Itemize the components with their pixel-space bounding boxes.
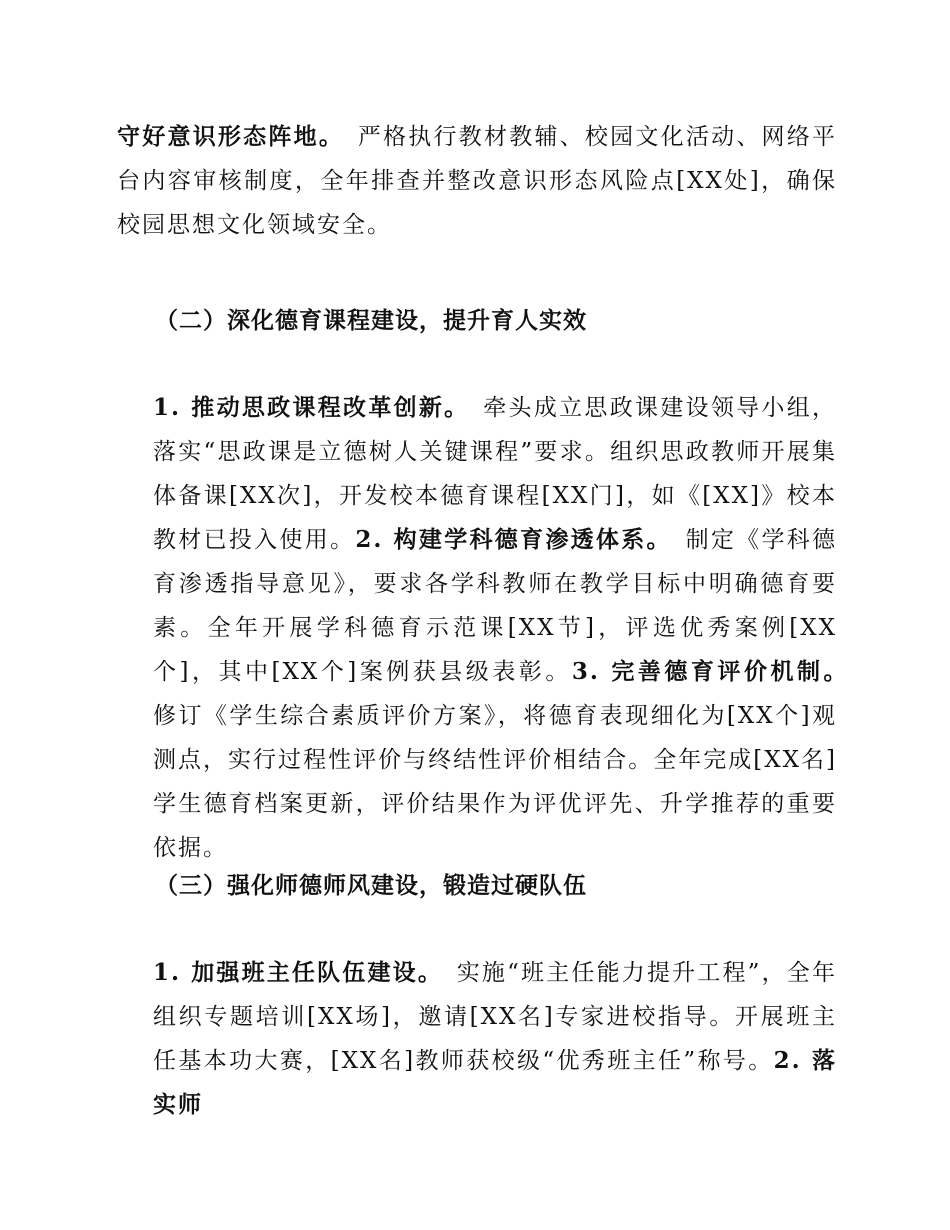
item-lead: 3. 完善德育评价机制。: [571, 658, 837, 685]
paragraph-moral-curriculum: [117, 386, 837, 870]
item-lead: 1. 推动思政课程改革创新。: [153, 394, 458, 421]
section-heading-moral-curriculum: （二）深化德育课程建设，提升育人实效: [155, 307, 587, 334]
item-body: 制定《学科德育渗透指导意见》，要求各学科教师在教学目标中明确德育要素。全年开展学科德育示范课[XX节]，评选优秀案例[XX个]，其中[XX个]案例获县级表彰。: [153, 527, 838, 685]
item-lead: 2. 落实师: [153, 1047, 837, 1118]
paragraph-teacher-ethics: [117, 951, 837, 1127]
item-body: 牵头成立思政课建设领导小组，落实“思政课是立德树人关键课程”要求。组织思政教师开展集体备课[XX次]，开发校本德育课程[XX门]，如《[XX]》校本教材已投入使用。: [153, 395, 838, 553]
paragraph-ideology: [117, 115, 837, 247]
paragraph-body: 严格执行教材教辅、校园文化活动、网络平台内容审核制度，全年排查并整改意识形态风险点[XX处]，确保校园思想文化领域安全。: [117, 124, 838, 238]
paragraph-lead: 守好意识形态阵地。: [117, 123, 333, 150]
item-lead: 2. 构建学科德育渗透体系。: [355, 526, 661, 553]
item-body: 修订《学生综合素质评价方案》，将德育表现细化为[XX个]观测点，实行过程性评价与终结性评价相结合。全年完成[XX名]学生德育档案更新，评价结果作为评优评先、升学推荐的重要依据。: [153, 703, 837, 861]
item-lead: 1. 加强班主任队伍建设。: [153, 959, 432, 986]
section-heading-teacher-ethics: （三）强化师德师风建设，锻造过硬队伍: [155, 872, 587, 899]
item-body: 实施“班主任能力提升工程”，全年组织专题培训[XX场]，邀请[XX名]专家进校指导。开展班主任基本功大赛，[XX名]教师获校级“优秀班主任”称号。: [153, 960, 837, 1074]
